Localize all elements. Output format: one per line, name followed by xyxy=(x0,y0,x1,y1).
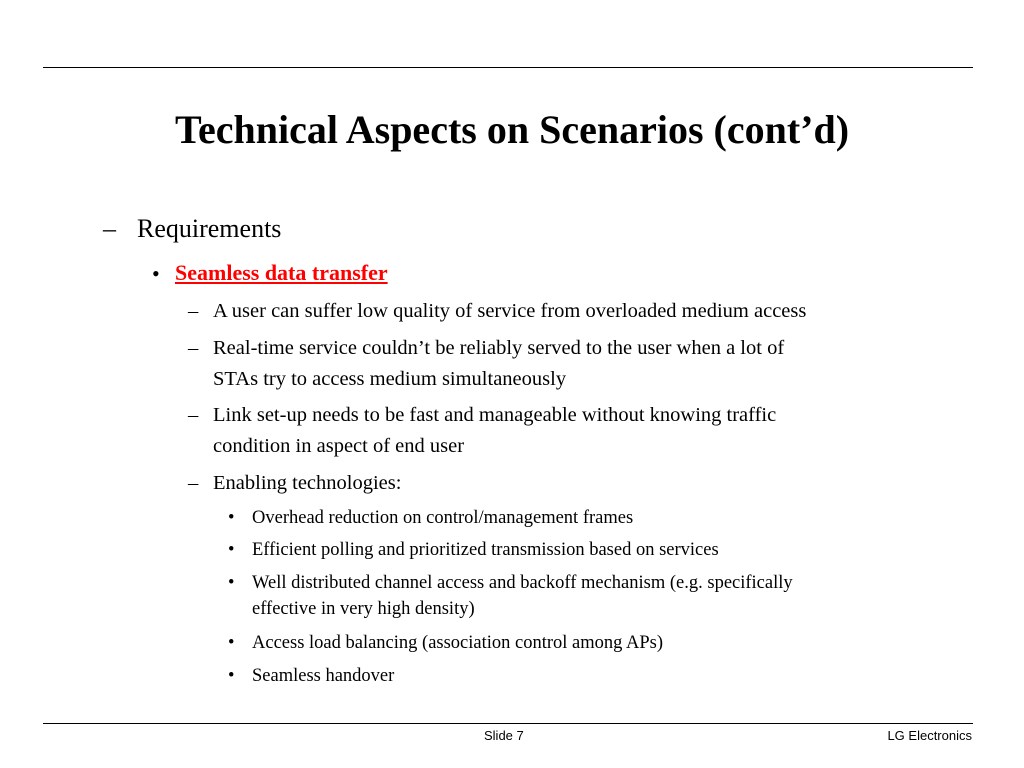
list-item-line: effective in very high density) xyxy=(252,599,475,619)
list-item-line: Link set-up needs to be fast and manageable without knowing traffic xyxy=(213,404,777,426)
list-item-line: Efficient polling and prioritized transmission based on services xyxy=(252,540,719,560)
list-item-line: STAs try to access medium simultaneously xyxy=(213,368,567,390)
list-item-line: condition in aspect of end user xyxy=(213,435,465,457)
list-item-line: Well distributed channel access and backoff mechanism (e.g. specifically xyxy=(252,573,793,593)
bullet-marker: • xyxy=(228,633,235,653)
bullet-marker: • xyxy=(228,666,235,686)
requirements-heading: Requirements xyxy=(137,214,282,243)
list-item-line: A user can suffer low quality of service from overloaded medium access xyxy=(213,300,807,322)
list-item-line: Enabling technologies: xyxy=(213,472,402,494)
list-item-line: Access load balancing (association control among APs) xyxy=(252,633,664,653)
dash-marker: – xyxy=(188,337,199,359)
list-item-line: Real-time service couldn’t be reliably served to the user when a lot of xyxy=(213,337,785,359)
slide-number: Slide 7 xyxy=(484,728,524,743)
footer-company: LG Electronics xyxy=(887,728,972,743)
list-item-line: Overhead reduction on control/management frames xyxy=(252,508,634,528)
bullet-marker: • xyxy=(228,508,235,528)
slide-title: Technical Aspects on Scenarios (cont’d) xyxy=(174,107,850,152)
seamless-data-transfer-heading: Seamless data transfer xyxy=(175,260,388,285)
dash-marker: – xyxy=(188,472,199,494)
bullet-marker: • xyxy=(152,261,160,286)
bullet-marker: • xyxy=(228,573,235,593)
top-divider xyxy=(43,67,973,68)
bottom-divider xyxy=(43,723,973,724)
list-item-line: Seamless handover xyxy=(252,666,395,686)
bullet-marker: • xyxy=(228,540,235,560)
dash-marker: – xyxy=(188,404,199,426)
dash-marker: – xyxy=(103,214,116,243)
dash-marker: – xyxy=(188,300,199,322)
